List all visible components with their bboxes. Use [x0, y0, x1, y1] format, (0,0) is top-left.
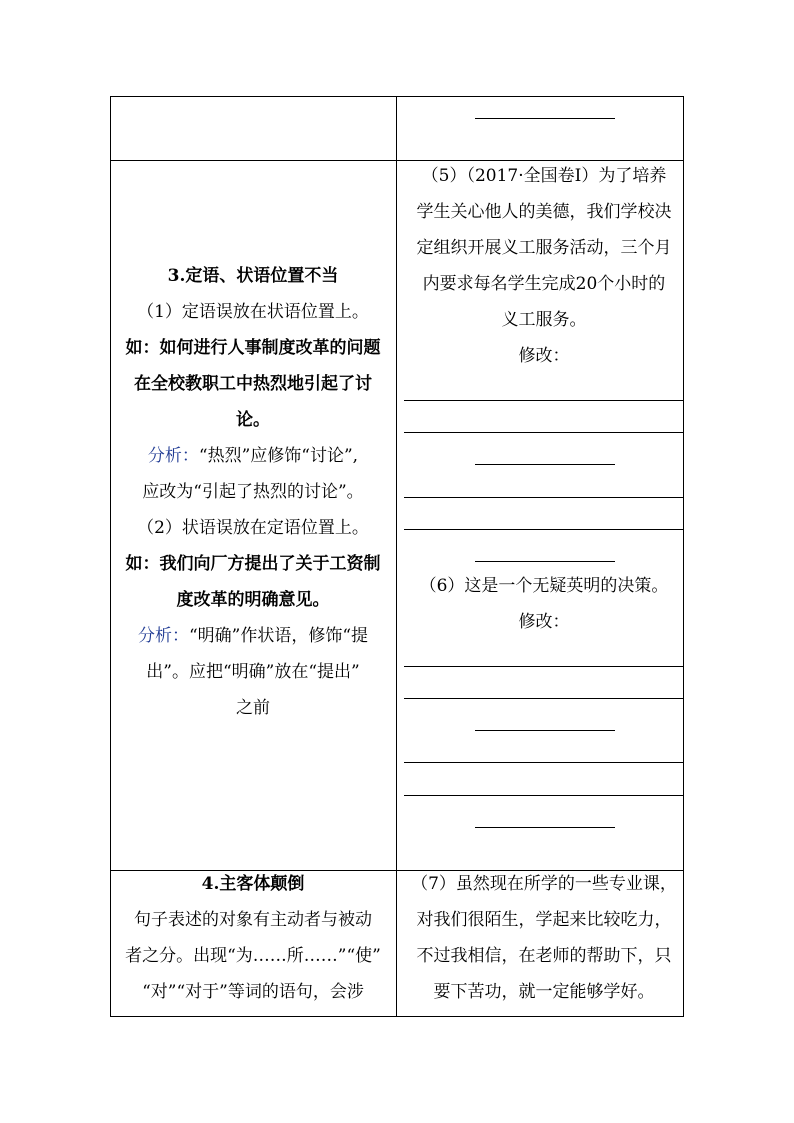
answer-blank [475, 730, 615, 731]
example-line: 度改革的明确意见。 [176, 590, 330, 610]
answer-blank [475, 118, 615, 119]
answer-line [404, 666, 684, 667]
fix-label: 修改： [518, 346, 570, 366]
question-line: 不过我相信，在老师的帮助下，只 [416, 946, 672, 966]
rule-subheading: （1）定语误放在状语位置上。 [137, 302, 369, 322]
question-line: 义工服务。 [501, 310, 587, 330]
analysis-line: 之前 [236, 698, 270, 718]
answer-line [404, 432, 684, 433]
rule-line: 句子表述的对象有主动者与被动 [134, 910, 372, 930]
question-line: 对我们很陌生，学起来比较吃力， [416, 910, 672, 930]
example-line: 论。 [236, 410, 270, 430]
analysis-label: 分析： [147, 446, 199, 466]
example-line: 如：如何进行人事制度改革的问题 [125, 338, 381, 358]
analysis-text: “热烈”应修饰“讨论”, [198, 446, 359, 466]
answer-line [404, 497, 684, 498]
analysis-line [110, 618, 396, 654]
question-line: 学生关心他人的美德，我们学校决 [416, 202, 672, 222]
answer-line [404, 529, 684, 530]
example-line: 在全校教职工中热烈地引起了讨 [134, 374, 372, 394]
question-line: 要下苦功，就一定能够学好。 [433, 982, 655, 1002]
rule-subheading: （2）状语误放在定语位置上。 [137, 518, 369, 538]
example-line: 如：我们向厂方提出了关于工资制 [125, 554, 381, 574]
question-line: 内要求每名学生完成20个小时的 [422, 274, 666, 294]
section-heading: 3.定语、状语位置不当 [167, 266, 339, 286]
fix-label: 修改： [518, 612, 570, 632]
analysis-text: “明确”作状语，修饰“提 [188, 626, 369, 646]
answer-line [404, 400, 684, 401]
analysis-line [110, 438, 396, 474]
answer-line [404, 762, 684, 763]
column-divider [396, 96, 397, 1017]
answer-line [404, 698, 684, 699]
answer-blank [475, 827, 615, 828]
answer-line [404, 795, 684, 796]
analysis-line: 出”。应把“明确”放在“提出” [146, 662, 360, 682]
section-heading: 4.主客体颠倒 [201, 874, 305, 894]
answer-blank [475, 561, 615, 562]
rule-line: “对”“对于”等词的语句，会涉 [142, 982, 364, 1002]
question-line: 定组织开展义工服务活动，三个月 [416, 238, 672, 258]
answer-blank [475, 464, 615, 465]
question-line: （7）虽然现在所学的一些专业课， [411, 874, 677, 894]
analysis-line: 应改为“引起了热烈的讨论”。 [142, 482, 364, 502]
rule-line: 者之分。出现“为……所……”“使” [125, 946, 381, 966]
question-line: （5）（2017·全国卷Ⅰ）为了培养 [421, 166, 667, 186]
analysis-label: 分析： [137, 626, 189, 646]
question-line: （6）这是一个无疑英明的决策。 [419, 576, 669, 596]
